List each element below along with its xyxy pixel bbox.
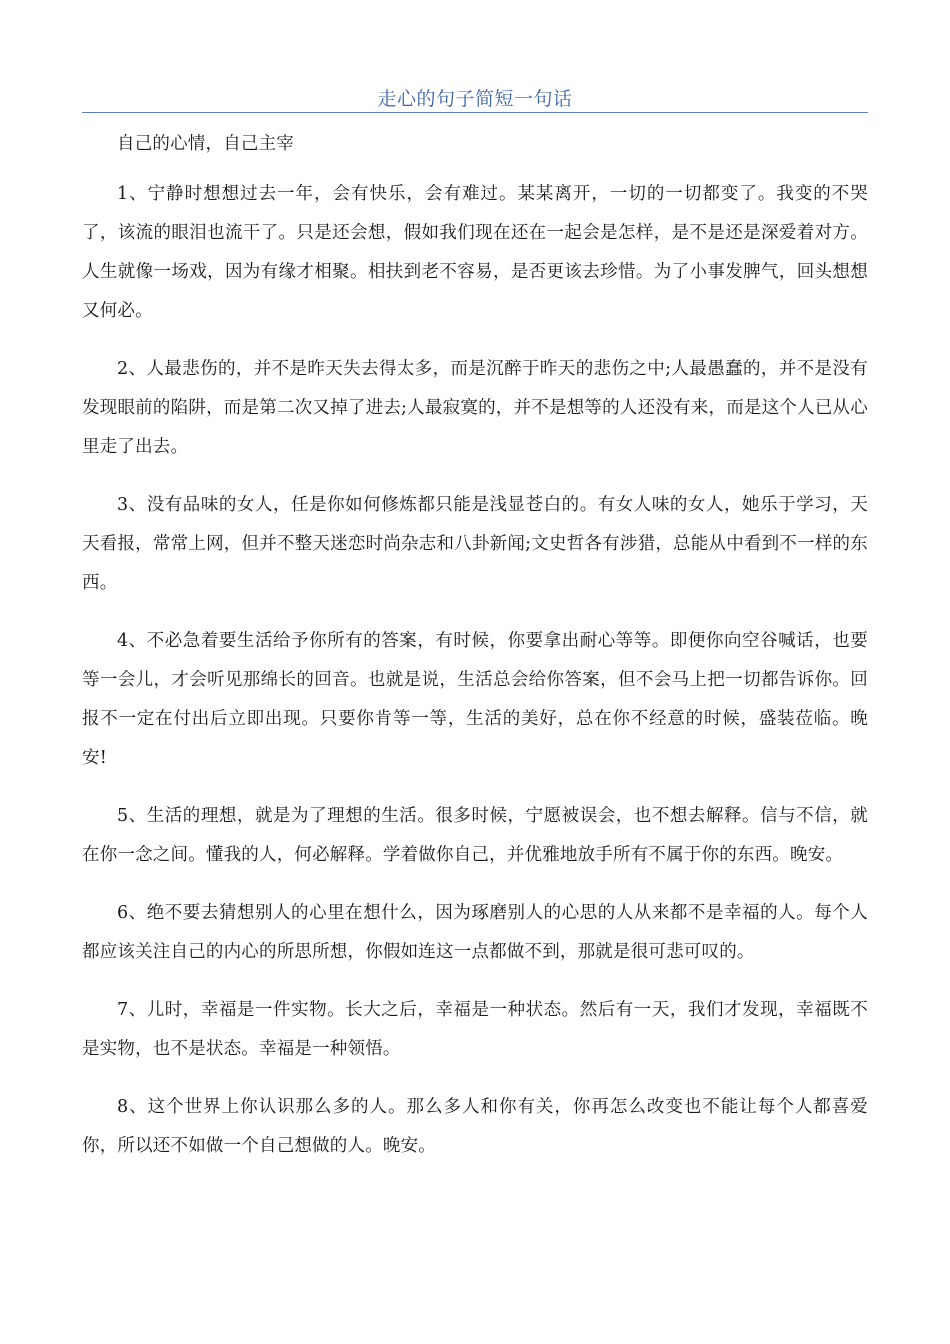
paragraph-2: 2、人最悲伤的，并不是昨天失去得太多，而是沉醉于昨天的悲伤之中;人最愚蠢的，并不是没有发现眼前的陷阱，而是第二次又掉了进去;人最寂寞的，并不是想等的人还没有来，而是这个人已从心里走了出去。 bbox=[82, 359, 868, 457]
document-title: 走心的句子简短一句话 bbox=[377, 88, 573, 110]
document-subtitle: 自己的心情，自己主宰 bbox=[117, 134, 294, 154]
paragraph-6: 6、绝不要去猜想别人的心里在想什么，因为琢磨别人的心思的人从来都不是幸福的人。每个人都应该关注自己的内心的所思所想，你假如连这一点都做不到，那就是很可悲可叹的。 bbox=[82, 903, 868, 962]
paragraph-8: 8、这个世界上你认识那么多的人。那么多人和你有关，你再怎么改变也不能让每个人都喜爱你，所以还不如做一个自己想做的人。晚安。 bbox=[82, 1097, 868, 1156]
paragraph-7: 7、儿时，幸福是一件实物。长大之后，幸福是一种状态。然后有一天，我们才发现，幸福既不是实物，也不是状态。幸福是一种领悟。 bbox=[82, 1000, 868, 1059]
paragraph-3: 3、没有品味的女人，任是你如何修炼都只能是浅显苍白的。有女人味的女人，她乐于学习，天天看报，常常上网，但并不整天迷恋时尚杂志和八卦新闻;文史哲各有涉猎，总能从中看到不一样的东西。 bbox=[82, 495, 868, 593]
document-body bbox=[82, 125, 868, 1185]
paragraph-4: 4、不必急着要生活给予你所有的答案，有时候，你要拿出耐心等等。即便你向空谷喊话，也要等一会儿，才会听见那绵长的回音。也就是说，生活总会给你答案，但不会马上把一切都告诉你。回报不一定在付出后立即出现。只要你肯等一等，生活的美好，总在你不经意的时候，盛装莅临。晚安! bbox=[82, 631, 868, 768]
paragraph-1: 1、宁静时想想过去一年，会有快乐，会有难过。某某离开，一切的一切都变了。我变的不哭了，该流的眼泪也流干了。只是还会想，假如我们现在还在一起会是怎样，是不是还是深爱着对方。人生就像一场戏，因为有缘才相聚。相扶到老不容易，是否更该去珍惜。为了小事发脾气，回头想想又何必。 bbox=[82, 184, 868, 321]
document-header bbox=[82, 82, 868, 113]
paragraph-5: 5、生活的理想，就是为了理想的生活。很多时候，宁愿被误会，也不想去解释。信与不信，就在你一念之间。懂我的人，何必解释。学着做你自己，并优雅地放手所有不属于你的东西。晚安。 bbox=[82, 806, 868, 865]
